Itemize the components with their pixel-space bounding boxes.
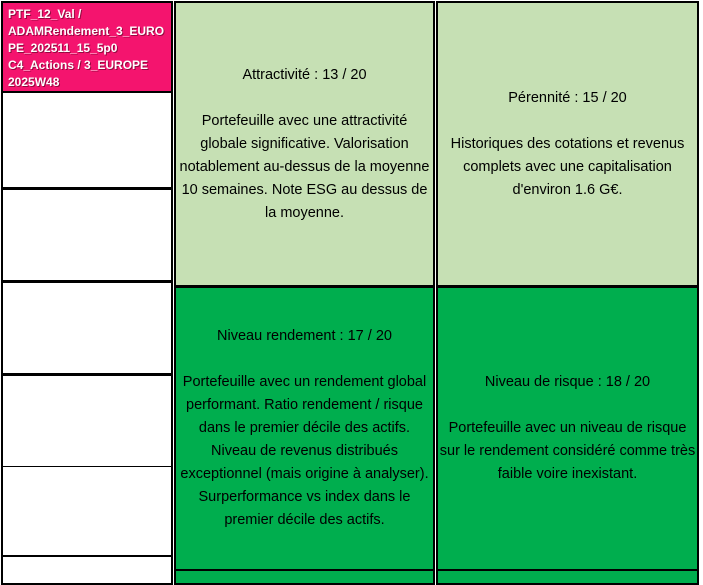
portfolio-id-line: PTF_12_Val / [8, 7, 82, 21]
right-column [436, 1, 699, 585]
middle-column [174, 1, 435, 585]
attractivite-cell[interactable] [176, 3, 433, 288]
left-column [1, 1, 173, 585]
partial-row-right [438, 571, 697, 583]
empty-cell-3[interactable] [3, 283, 171, 376]
attractivite-body: Portefeuille avec une attractivité globale significative. Valorisation notablement au-dessus de la moyenne 10 semaines. Note ESG au dessus de la moyenne. [179, 112, 430, 221]
empty-cell-1[interactable] [3, 93, 171, 190]
risque-body: Portefeuille avec un niveau de risque sur le rendement considéré comme très faible voire inexistant. [439, 420, 696, 482]
risque-cell[interactable] [438, 288, 697, 571]
empty-cell-partial [3, 557, 171, 583]
attractivite-title: Attractivité : 13 / 20 [242, 66, 367, 83]
rendement-cell[interactable] [176, 288, 433, 571]
risque-title: Niveau de risque : 18 / 20 [484, 374, 651, 390]
portfolio-id-cell[interactable] [3, 3, 171, 93]
perennite-cell[interactable] [438, 3, 697, 288]
empty-cell-4[interactable] [3, 376, 171, 467]
perennite-body: Historiques des cotations et revenus complets avec une capitalisation d'environ 1.6 G€. [450, 135, 685, 198]
empty-cell-2[interactable] [3, 190, 171, 283]
empty-cell-5[interactable] [3, 467, 171, 557]
portfolio-id-line: 2025W48 [8, 75, 60, 89]
portfolio-id-line: C4_Actions / 3_EUROPE [8, 58, 149, 72]
partial-row-middle [176, 571, 433, 583]
rendement-title: Niveau rendement : 17 / 20 [217, 328, 392, 344]
perennite-title: Pérennité : 15 / 20 [508, 89, 627, 106]
portfolio-id-line: ADAMRendement_3_EURO [8, 24, 165, 38]
rendement-body: Portefeuille avec un rendement global performant. Ratio rendement / risque dans le premier décile des actifs. Niveau de revenus distribués exceptionnel (mais origine à analyser). Surperformance vs index dans le premier décile des actifs. [180, 374, 429, 528]
portfolio-id-line: PE_202511_15_5p0 [8, 41, 118, 55]
